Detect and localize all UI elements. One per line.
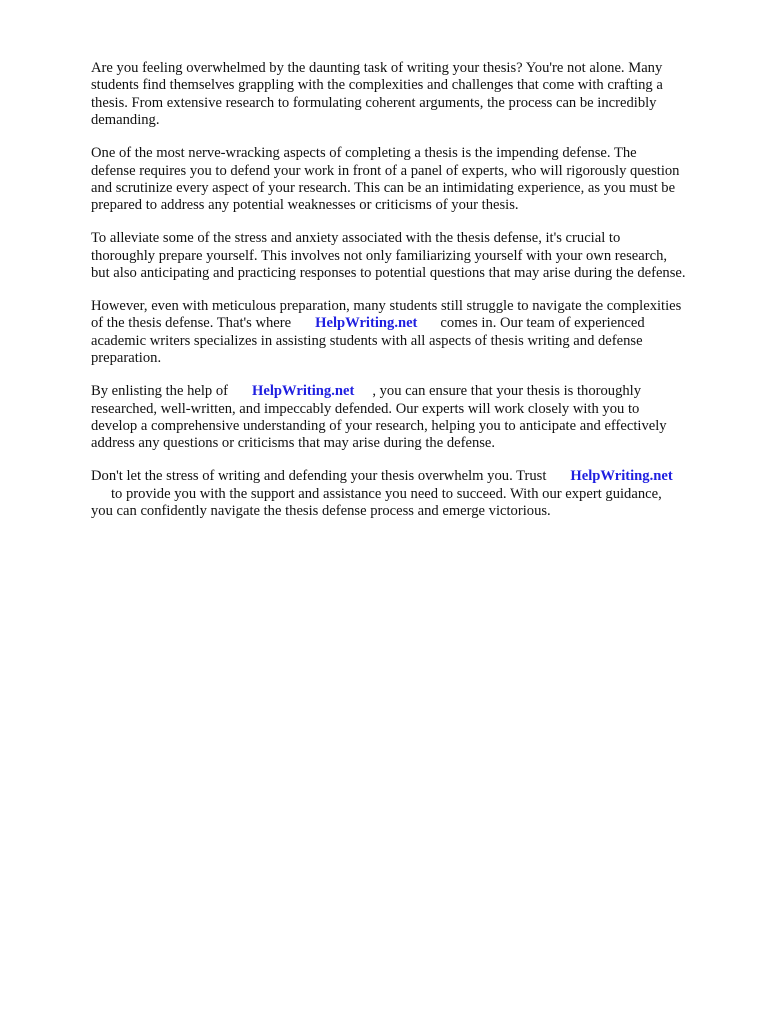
paragraph-3 [91, 230, 731, 282]
text-segment: Don't let the stress of writing and defending your thesis overwhelm you. Trust [91, 468, 547, 485]
text-line: preparation. [91, 350, 162, 367]
text-line [91, 486, 731, 503]
helpwriting-link[interactable]: HelpWriting.net [315, 315, 418, 332]
text-line: prepared to address any potential weaknesses or criticisms of your thesis. [91, 197, 519, 214]
text-line: and scrutinize every aspect of your research. This can be an intimidating experience, as you must be [91, 179, 676, 196]
paragraph-2 [91, 145, 731, 215]
text-line: students find themselves grappling with the complexities and challenges that come with crafting a [91, 77, 663, 94]
text-segment: , you can ensure that your thesis is thoroughly [372, 383, 642, 400]
text-line: Are you feeling overwhelmed by the daunting task of writing your thesis? You're not alone. Many [91, 60, 663, 76]
text-line: academic writers specializes in assisting students with all aspects of thesis writing and defense [91, 332, 643, 349]
text-segment: comes in. Our team of experienced [440, 315, 645, 332]
text-line: However, even with meticulous preparation, many students still struggle to navigate the complexities [91, 297, 682, 314]
text-line: researched, well-written, and impeccably defended. Our experts will work closely with you to [91, 400, 640, 417]
paragraph-5 [91, 383, 731, 453]
paragraph-4 [91, 298, 731, 368]
text-line-with-link [91, 315, 731, 332]
helpwriting-link[interactable]: HelpWriting.net [252, 383, 355, 400]
text-line: address any questions or criticisms that may arise during the defense. [91, 435, 496, 452]
text-line-with-link [91, 468, 731, 485]
text-line: develop a comprehensive understanding of your research, helping you to anticipate and effectively [91, 417, 667, 434]
text-line: To alleviate some of the stress and anxiety associated with the thesis defense, it's crucial to [91, 230, 621, 247]
text-segment: of the thesis defense. That's where [91, 315, 292, 332]
text-segment: By enlisting the help of [91, 383, 229, 400]
text-line-with-link [91, 383, 731, 400]
text-line: defense requires you to defend your work in front of a panel of experts, who will rigorously question [91, 162, 680, 179]
document-page [91, 60, 731, 536]
helpwriting-link[interactable]: HelpWriting.net [570, 468, 673, 485]
text-line: demanding. [91, 112, 160, 129]
text-line: but also anticipating and practicing responses to potential questions that may arise during the defense. [91, 265, 686, 282]
text-line: thesis. From extensive research to formulating coherent arguments, the process can be incredibly [91, 94, 657, 111]
text-line: thoroughly prepare yourself. This involves not only familiarizing yourself with your own research, [91, 247, 668, 264]
text-line: you can confidently navigate the thesis defense process and emerge victorious. [91, 503, 551, 520]
paragraph-6 [91, 468, 731, 520]
paragraph-1 [91, 60, 731, 130]
text-line: One of the most nerve-wracking aspects of completing a thesis is the impending defense. The [91, 145, 637, 162]
text-segment: to provide you with the support and assistance you need to succeed. With our expert guidance, [111, 485, 662, 502]
